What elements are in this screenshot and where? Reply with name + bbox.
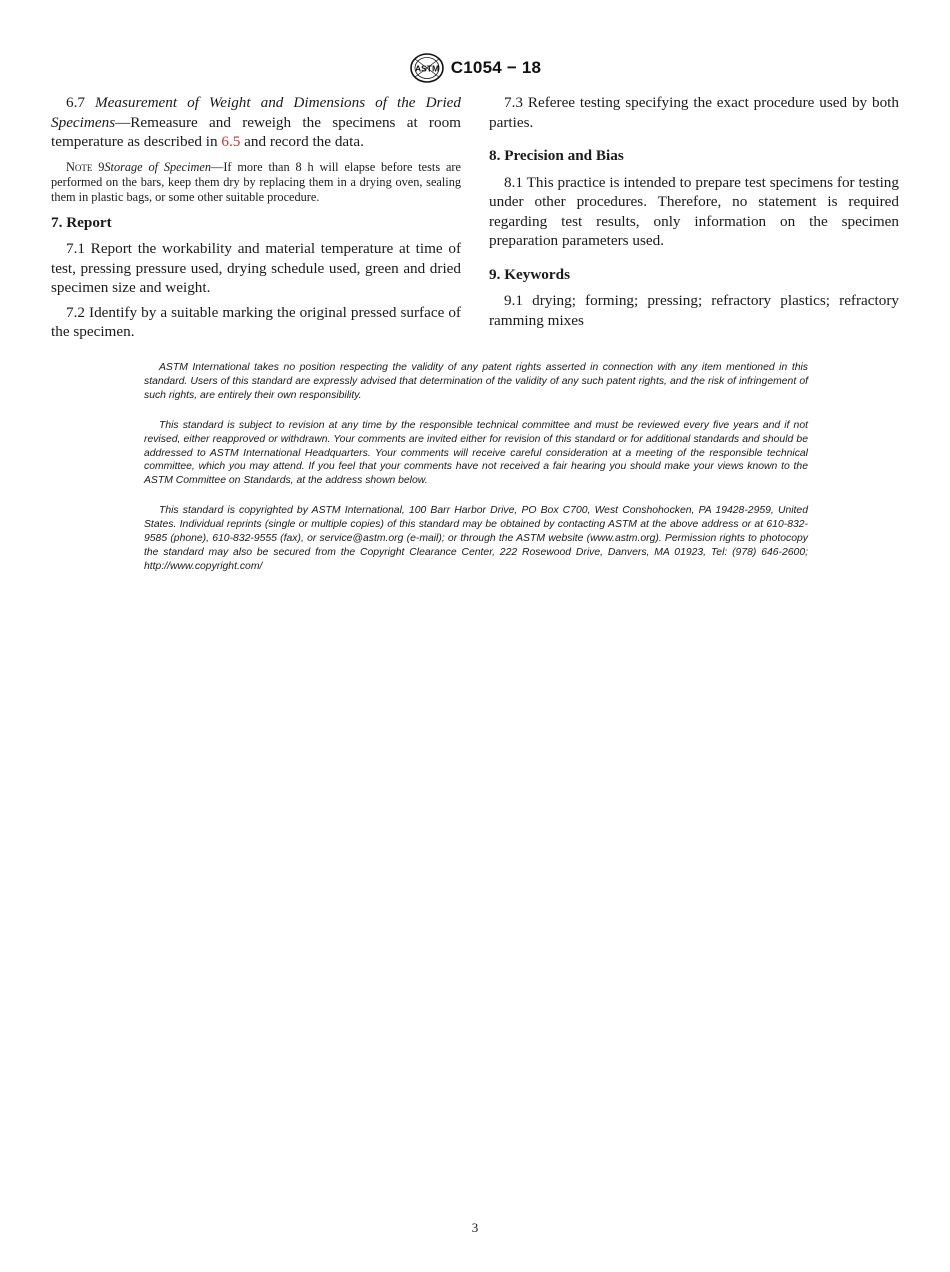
page-number: 3	[471, 1220, 479, 1235]
section-6-7	[51, 93, 461, 152]
paragraph-7-2: 7.2 Identify by a suitable marking the original pressed surface of the specimen.	[51, 303, 461, 340]
paragraph-7-1: 7.1 Report the workability and material temperature at time of test, pressing pressure used, drying schedule used, green and dried specimen size and weight.	[51, 240, 461, 296]
section-number: 6.7	[66, 94, 85, 111]
paragraph-8-1: 8.1 This practice is intended to prepare test specimens for testing under other procedures. Therefore, no statement is required regarding test results, only information on the specimen preparation parameters used.	[489, 173, 899, 249]
note-title: Storage of Specimen	[104, 159, 212, 174]
right-column	[489, 93, 899, 335]
legal-footer	[144, 361, 808, 590]
left-column	[51, 93, 461, 347]
note-9	[51, 160, 461, 205]
astm-logo-icon	[409, 52, 445, 84]
section-9-heading: 9. Keywords	[489, 265, 570, 283]
patent-statement: ASTM International takes no position respecting the validity of any patent rights asserted in connection with any item mentioned in this standard. Users of this standard are expressly advised that determination of the validity of any such patent rights, and the risk of infringement of such rights, are entirely their own responsibility.	[144, 362, 808, 401]
standard-designation: C1054 − 18	[450, 58, 542, 77]
paragraph-9-1: 9.1 drying; forming; pressing; refractory plastics; refractory ramming mixes	[489, 292, 899, 329]
section-title: Measurement of Weight and Dimensions of the Dried Specimens	[51, 94, 462, 131]
section-text-end: and record the data.	[244, 133, 364, 150]
section-7-heading: 7. Report	[51, 213, 112, 231]
svg-text:ASTM: ASTM	[414, 63, 439, 74]
revision-statement: This standard is subject to revision at any time by the responsible technical committee and must be reviewed every five years and if not revised, either reapproved or withdrawn. Your comments are invited either for revision of this standard or for additional standards and should be addressed to ASTM International Headquarters. Your comments will receive careful consideration at a meeting of the responsible technical committee, which you may attend. If you feel that your comments have not received a fair hearing you should make your views known to the ASTM Committee on Standards, at the address shown below.	[144, 419, 808, 487]
note-label: Note 9	[66, 159, 105, 174]
paragraph-7-3: 7.3 Referee testing specifying the exact procedure used by both parties.	[489, 94, 899, 131]
section-text: —Remeasure and reweigh the specimens at room temperature as described in	[51, 113, 461, 150]
copyright-statement: This standard is copyrighted by ASTM International, 100 Barr Harbor Drive, PO Box C700, West Conshohocken, PA 19428-2959, United States. Individual reprints (single or multiple copies) of this standard may be obtained by contacting ASTM at the above address or at 610-832-9585 (phone), 610-832-9555 (fax), or service@astm.org (e-mail); or through the ASTM website (www.astm.org). Permission rights to photocopy the standard may also be secured from the Copyright Clearance Center, 222 Rosewood Drive, Danvers, MA 01923, Tel: (978) 646-2600; http://www.copyright.com/	[144, 505, 808, 572]
section-8-heading: 8. Precision and Bias	[489, 147, 624, 164]
note-text: —If more than 8 h will elapse before tests are performed on the bars, keep them dry by replacing them in a drying oven, sealing them in plastic bags, or some other suitable procedure.	[51, 159, 461, 204]
reference-link-6-5[interactable]: 6.5	[221, 133, 241, 150]
page-header	[0, 52, 950, 84]
